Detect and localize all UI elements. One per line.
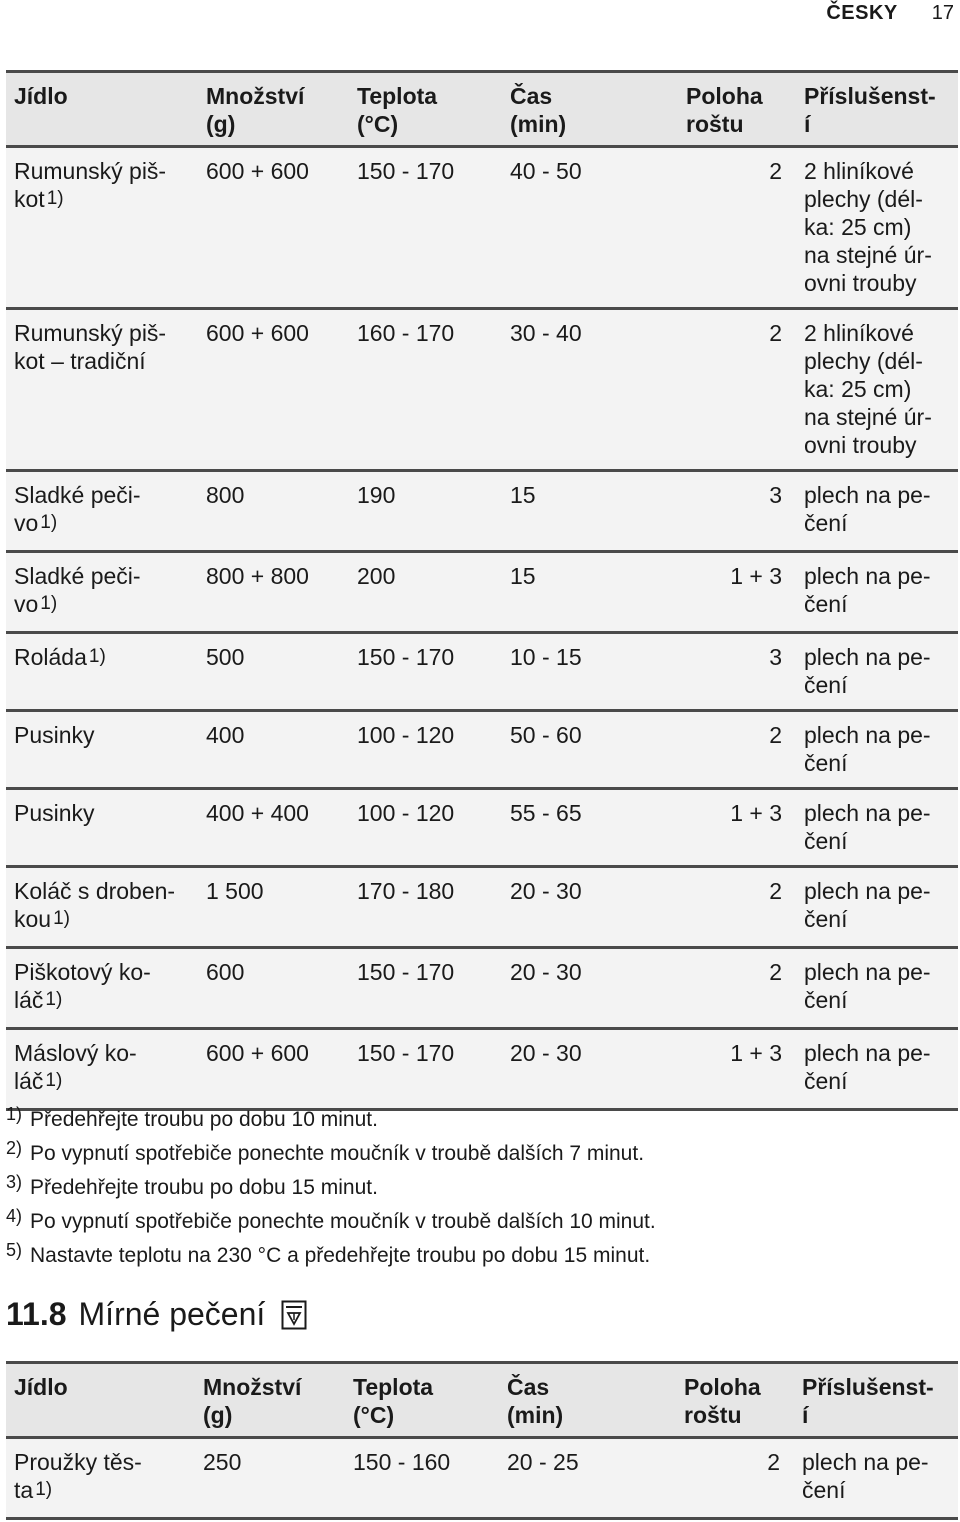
cell-food: Piškotový ko- láč $^{1)}$: [6, 948, 198, 1029]
col-header-position: Poloha roštu: [676, 1363, 794, 1438]
cell-position: 2: [678, 711, 796, 789]
footnote-item: [6, 1137, 946, 1171]
table-row: [6, 1029, 958, 1110]
table-row: [6, 867, 958, 948]
cell-position: 2: [678, 867, 796, 948]
table-row: [6, 789, 958, 867]
cell-amount: 600 + 600: [198, 1029, 349, 1110]
footnote-item: [6, 1239, 946, 1273]
footnote-text: Po vypnutí spotřebiče ponechte moučník v troubě dalších 7 minut.: [30, 1142, 645, 1165]
cell-time: 40 - 50: [502, 147, 678, 309]
cell-time: 55 - 65: [502, 789, 678, 867]
cell-time: 10 - 15: [502, 633, 678, 711]
cell-accessory: plech na pe- čení: [794, 1438, 958, 1519]
page-number: 17: [931, 2, 954, 24]
language-label: ČESKY: [826, 2, 898, 24]
cell-accessory: plech na pe- čení: [796, 948, 958, 1029]
cell-accessory: 2 hliníkové plechy (dél- ka: 25 cm) na stejné úr- ovni trouby: [796, 147, 958, 309]
col-header-accessory: Příslušenst- í: [794, 1363, 958, 1438]
section-heading: [6, 1296, 307, 1333]
cell-food: Pusinky: [6, 711, 198, 789]
section-number: 11.8: [6, 1296, 67, 1332]
cell-temperature: 150 - 170: [349, 948, 502, 1029]
col-header-food: Jídlo: [6, 72, 198, 147]
cell-amount: 1 500: [198, 867, 349, 948]
cell-position: 1 + 3: [678, 552, 796, 633]
cell-food: Rumunský piš- kot $^{1)}$: [6, 147, 198, 309]
footnotes: [6, 1103, 946, 1273]
footnote-item: [6, 1171, 946, 1205]
cell-time: 50 - 60: [502, 711, 678, 789]
footnote-ref: 1): [46, 188, 64, 209]
cell-food: Sladké peči- vo $^{1)}$: [6, 471, 198, 552]
cell-position: 2: [678, 147, 796, 309]
cell-position: 3: [678, 633, 796, 711]
cell-accessory: plech na pe- čení: [796, 789, 958, 867]
footnote-ref: 1): [45, 989, 63, 1010]
footnote-item: [6, 1205, 946, 1239]
table-row: [6, 471, 958, 552]
cell-time: 20 - 30: [502, 867, 678, 948]
cell-temperature: 150 - 170: [349, 147, 502, 309]
cell-temperature: 150 - 160: [345, 1438, 499, 1519]
footnote-text: Po vypnutí spotřebiče ponechte moučník v troubě dalších 10 minut.: [30, 1210, 656, 1233]
cell-amount: 600 + 600: [198, 147, 349, 309]
cell-food: Proužky těs- ta $^{1)}$: [6, 1438, 195, 1519]
cell-accessory: 2 hliníkové plechy (dél- ka: 25 cm) na stejné úr- ovni trouby: [796, 309, 958, 471]
table-header-row: [6, 72, 958, 147]
cell-amount: 250: [195, 1438, 345, 1519]
cell-time: 15: [502, 471, 678, 552]
col-header-position: Poloha roštu: [678, 72, 796, 147]
cell-amount: 800: [198, 471, 349, 552]
cell-position: 2: [676, 1438, 794, 1519]
footnote-mark: 2): [6, 1138, 23, 1158]
cell-temperature: 170 - 180: [349, 867, 502, 948]
footnote-text: Předehřejte troubu po dobu 15 minut.: [30, 1176, 378, 1199]
footnote-mark: 4): [6, 1206, 23, 1226]
cell-accessory: plech na pe- čení: [796, 867, 958, 948]
cell-time: 20 - 30: [502, 948, 678, 1029]
footnote-ref: 1): [40, 593, 58, 614]
table-row: [6, 948, 958, 1029]
cell-amount: 400: [198, 711, 349, 789]
cell-time: 20 - 25: [499, 1438, 676, 1519]
footnote-text: Nastavte teplotu na 230 °C a předehřejte troubu po dobu 15 minut.: [30, 1244, 651, 1267]
footnote-mark: 3): [6, 1172, 23, 1192]
cell-time: 30 - 40: [502, 309, 678, 471]
cell-temperature: 200: [349, 552, 502, 633]
cell-temperature: 190: [349, 471, 502, 552]
cell-temperature: 160 - 170: [349, 309, 502, 471]
section-title: Mírné pečení: [78, 1296, 266, 1332]
table-row: [6, 633, 958, 711]
cell-temperature: 150 - 170: [349, 1029, 502, 1110]
footnote-text: Předehřejte troubu po dobu 10 minut.: [30, 1108, 378, 1131]
cell-amount: 500: [198, 633, 349, 711]
cell-position: 2: [678, 948, 796, 1029]
cell-food: Rumunský piš- kot – tradiční: [6, 309, 198, 471]
table-row: [6, 711, 958, 789]
cell-amount: 800 + 800: [198, 552, 349, 633]
table-header-row: [6, 1363, 958, 1438]
col-header-time: Čas (min): [502, 72, 678, 147]
cell-food: Roláda $^{1)}$: [6, 633, 198, 711]
cell-amount: 400 + 400: [198, 789, 349, 867]
col-header-amount: Množství (g): [198, 72, 349, 147]
footnote-ref: 1): [88, 646, 106, 667]
cell-time: 15: [502, 552, 678, 633]
col-header-amount: Množství (g): [195, 1363, 345, 1438]
footnote-ref: 1): [45, 1070, 63, 1091]
baking-table-1: [6, 70, 958, 1111]
col-header-time: Čas (min): [499, 1363, 676, 1438]
cell-accessory: plech na pe- čení: [796, 1029, 958, 1110]
table-row: [6, 309, 958, 471]
footnote-ref: 1): [40, 512, 58, 533]
cell-accessory: plech na pe- čení: [796, 633, 958, 711]
footnote-mark: 5): [6, 1240, 23, 1260]
col-header-accessory: Příslušenst- í: [796, 72, 958, 147]
cell-temperature: 100 - 120: [349, 789, 502, 867]
cell-food: Sladké peči- vo $^{1)}$: [6, 552, 198, 633]
col-header-food: Jídlo: [6, 1363, 195, 1438]
cell-time: 20 - 30: [502, 1029, 678, 1110]
col-header-temperature: Teplota (°C): [345, 1363, 499, 1438]
cell-temperature: 100 - 120: [349, 711, 502, 789]
table-row: [6, 1438, 958, 1519]
cell-position: 3: [678, 471, 796, 552]
cell-position: 1 + 3: [678, 789, 796, 867]
baking-table-2: [6, 1361, 958, 1520]
table-row: [6, 552, 958, 633]
cell-food: Máslový ko- láč $^{1)}$: [6, 1029, 198, 1110]
footnote-ref: 1): [53, 908, 70, 929]
footnote-ref: 1): [35, 1479, 53, 1500]
cell-accessory: plech na pe- čení: [796, 711, 958, 789]
cell-amount: 600: [198, 948, 349, 1029]
cell-position: 1 + 3: [678, 1029, 796, 1110]
cell-temperature: 150 - 170: [349, 633, 502, 711]
cell-position: 2: [678, 309, 796, 471]
col-header-temperature: Teplota (°C): [349, 72, 502, 147]
footnote-mark: 1): [6, 1104, 23, 1124]
cell-accessory: plech na pe- čení: [796, 471, 958, 552]
cell-amount: 600 + 600: [198, 309, 349, 471]
table-row: [6, 147, 958, 309]
gentle-bake-icon: [281, 1300, 307, 1330]
cell-accessory: plech na pe- čení: [796, 552, 958, 633]
footnote-item: [6, 1103, 946, 1137]
cell-food: Pusinky: [6, 789, 198, 867]
cell-food: Koláč s droben- kou $^{1)}$: [6, 867, 198, 948]
page-header: [826, 2, 954, 25]
